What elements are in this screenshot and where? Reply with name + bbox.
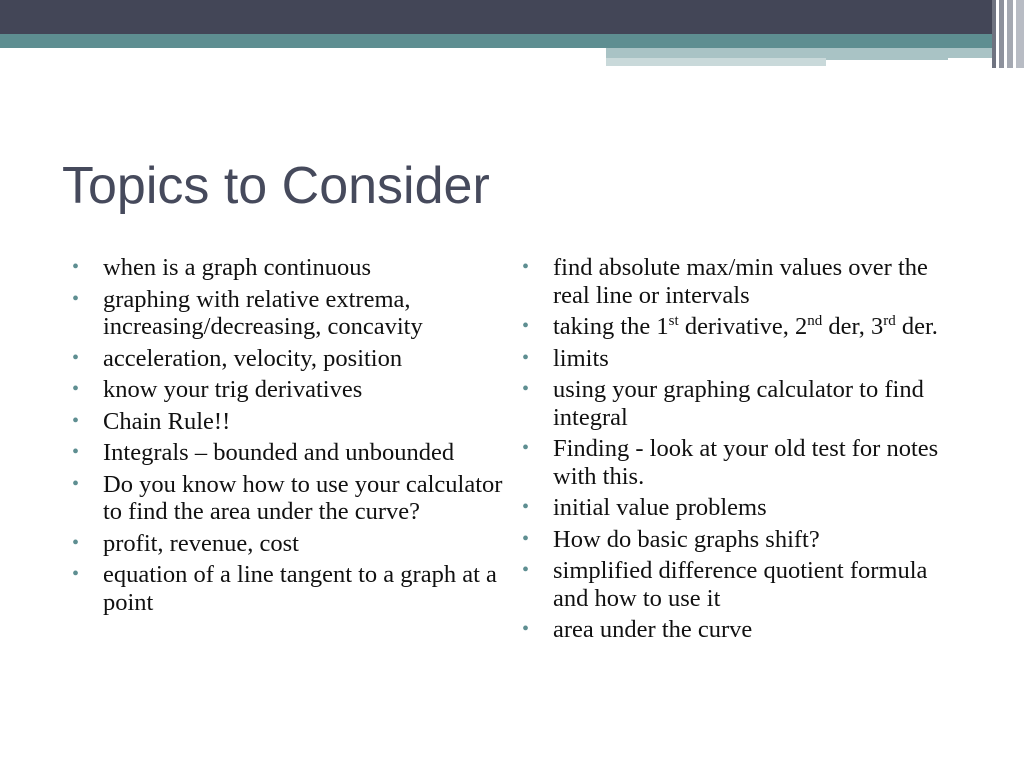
list-item (522, 345, 967, 373)
bullet-icon: • (72, 346, 80, 369)
list-item (522, 616, 967, 644)
list-item-text: taking the 1st derivative, 2nd der, 3rd der. (553, 313, 938, 340)
list-item (72, 286, 518, 341)
list-item (72, 439, 518, 467)
list-item (72, 471, 518, 526)
bullet-icon: • (72, 409, 80, 432)
bullet-icon: • (522, 346, 530, 369)
list-item (522, 526, 967, 554)
list-item-text: Chain Rule!! (103, 407, 231, 435)
list-item (72, 530, 518, 558)
right-bullet-list (522, 254, 967, 648)
header-stripes-decoration (992, 0, 1024, 68)
list-item-text: profit, revenue, cost (103, 529, 299, 557)
list-item-text: area under the curve (553, 616, 753, 643)
header-lighter-bar (606, 58, 826, 66)
bullet-icon: • (72, 441, 80, 463)
list-item-text: using your graphing calculator to find integral (553, 376, 924, 431)
list-item-text: Integrals – bounded and unbounded (103, 439, 455, 466)
list-item (72, 408, 518, 436)
left-bullet-list (72, 254, 518, 620)
header-dark-bar (0, 0, 1024, 34)
list-item-text: know your trig derivatives (103, 376, 363, 403)
list-item-text: when is a graph continuous (103, 254, 372, 281)
bullet-icon: • (72, 563, 80, 585)
bullet-icon: • (72, 256, 80, 278)
header-light-bar (606, 48, 1001, 58)
slide-title: Topics to Consider (62, 157, 490, 215)
list-item-text: acceleration, velocity, position (103, 344, 403, 372)
list-item (72, 376, 518, 404)
list-item (522, 313, 967, 341)
list-item-text: simplified difference quotient formula and how to use it (553, 557, 928, 612)
bullet-icon: • (72, 531, 80, 554)
bullet-icon: • (72, 287, 80, 310)
bullet-icon: • (522, 496, 530, 518)
list-item (72, 254, 518, 282)
list-item-text: Do you know how to use your calculator to find the area under the curve? (103, 470, 503, 525)
bullet-icon: • (522, 618, 530, 640)
header-thin-line (826, 58, 948, 60)
list-item-text: find absolute max/min values over the real line or intervals (553, 254, 928, 309)
bullet-icon: • (522, 437, 530, 459)
list-item (522, 254, 967, 309)
bullet-icon: • (522, 559, 530, 581)
list-item (522, 494, 967, 522)
list-item-text: Finding - look at your old test for notes with this. (553, 435, 939, 490)
list-item-text: graphing with relative extrema, increasing/decreasing, concavity (103, 285, 423, 340)
list-item (522, 557, 967, 612)
header-teal-bar (0, 34, 1000, 48)
bullet-icon: • (72, 472, 80, 495)
bullet-icon: • (522, 315, 530, 337)
list-item (522, 376, 967, 431)
list-item-text: limits (553, 344, 609, 372)
list-item-text: equation of a line tangent to a graph at a point (103, 561, 497, 616)
bullet-icon: • (522, 527, 530, 550)
list-item (72, 561, 518, 616)
bullet-icon: • (522, 256, 530, 278)
bullet-icon: • (522, 378, 530, 400)
list-item (522, 435, 967, 490)
list-item (72, 345, 518, 373)
list-item-text: initial value problems (553, 494, 767, 521)
list-item-text: How do basic graphs shift? (553, 525, 820, 553)
bullet-icon: • (72, 378, 80, 400)
